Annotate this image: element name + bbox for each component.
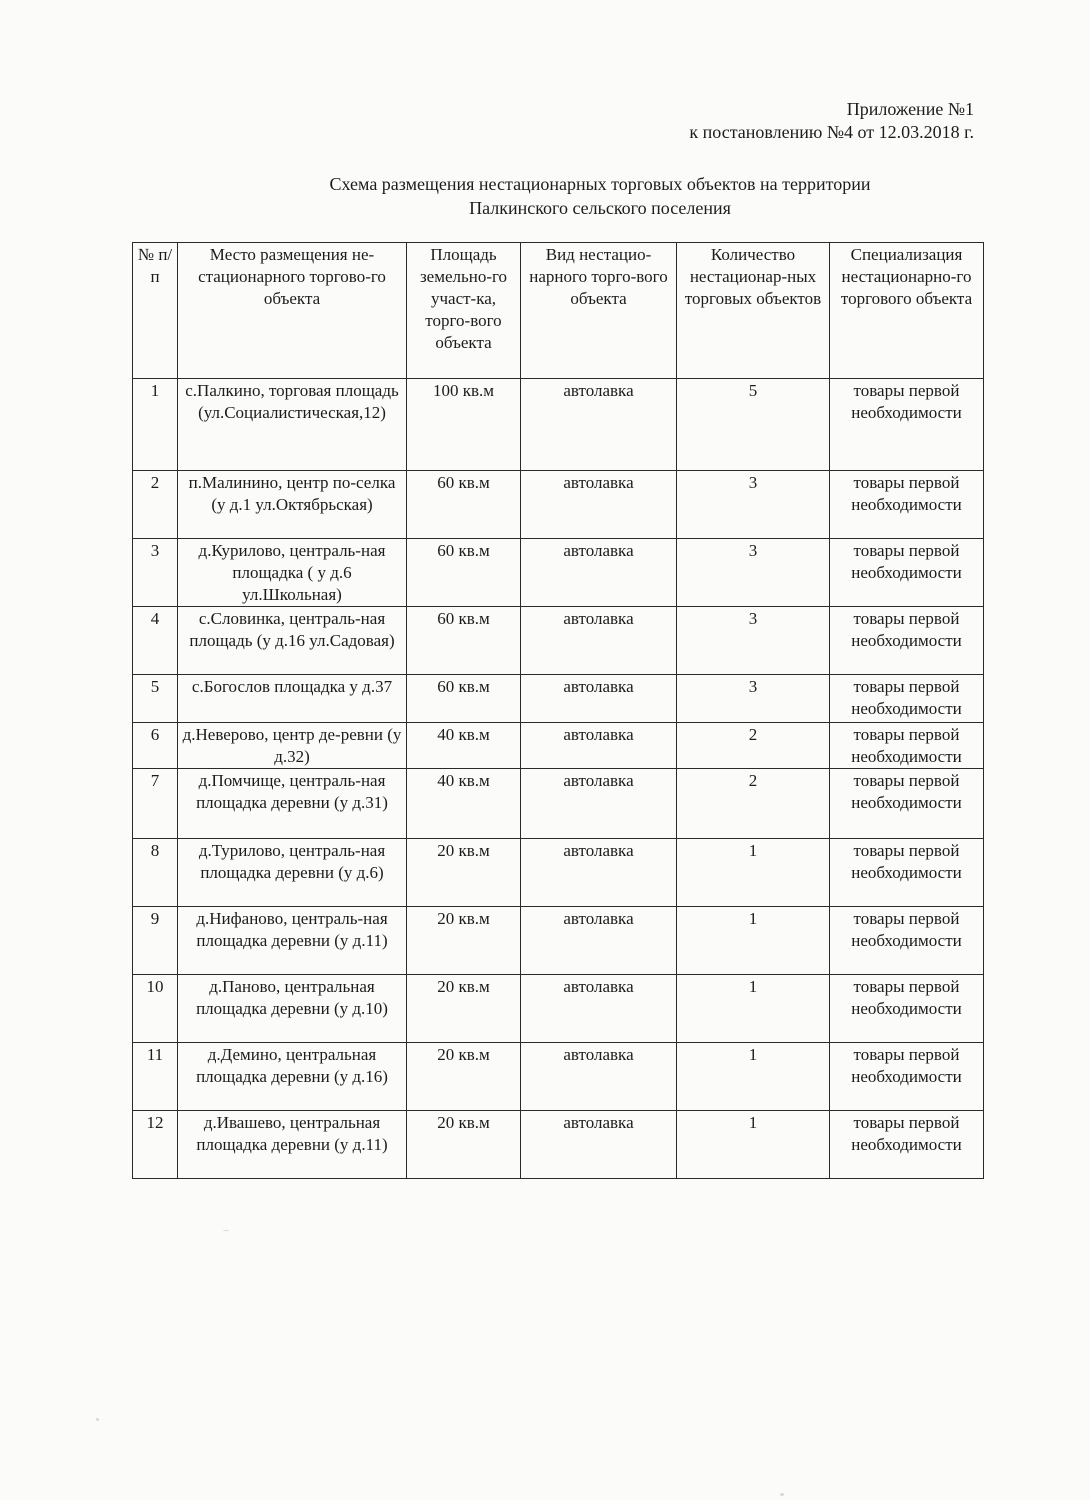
table-row [133, 839, 984, 907]
header-type: Вид нестацио-нарного торго-вого объекта [521, 243, 677, 379]
document-title [250, 172, 950, 220]
cell-area: 20 кв.м [407, 1043, 521, 1111]
cell-place: д.Нифаново, централь-ная площадка деревни (у д.11) [178, 907, 407, 975]
cell-specialization: товары первой необходимости [830, 379, 984, 471]
table-row [133, 471, 984, 539]
placement-table [132, 242, 984, 1179]
cell-specialization: товары первой необходимости [830, 975, 984, 1043]
cell-place: д.Помчище, централь-ная площадка деревни (у д.31) [178, 769, 407, 839]
cell-type: автолавка [521, 723, 677, 769]
cell-number: 8 [133, 839, 178, 907]
header-place: Место размещения не-стационарного торгово-го объекта [178, 243, 407, 379]
cell-specialization: товары первой необходимости [830, 723, 984, 769]
header-area: Площадь земельно-го участ-ка, торго-вого объекта [407, 243, 521, 379]
cell-count: 2 [677, 769, 830, 839]
cell-number: 10 [133, 975, 178, 1043]
scan-speck [780, 1493, 784, 1496]
cell-count: 1 [677, 1043, 830, 1111]
cell-area: 60 кв.м [407, 675, 521, 723]
cell-count: 3 [677, 607, 830, 675]
cell-count: 3 [677, 539, 830, 607]
cell-specialization: товары первой необходимости [830, 839, 984, 907]
cell-area: 20 кв.м [407, 1111, 521, 1179]
table-row [133, 379, 984, 471]
table-row [133, 769, 984, 839]
cell-type: автолавка [521, 907, 677, 975]
cell-number: 4 [133, 607, 178, 675]
cell-specialization: товары первой необходимости [830, 769, 984, 839]
cell-specialization: товары первой необходимости [830, 907, 984, 975]
title-line-1: Схема размещения нестационарных торговых объектов на территории [329, 174, 871, 194]
scan-speck [223, 1230, 229, 1231]
cell-count: 1 [677, 907, 830, 975]
cell-number: 5 [133, 675, 178, 723]
cell-number: 11 [133, 1043, 178, 1111]
cell-type: автолавка [521, 675, 677, 723]
cell-count: 1 [677, 839, 830, 907]
cell-area: 20 кв.м [407, 907, 521, 975]
cell-place: д.Паново, центральная площадка деревни (у д.10) [178, 975, 407, 1043]
cell-area: 60 кв.м [407, 539, 521, 607]
cell-place: д.Неверово, центр де-ревни (у д.32) [178, 723, 407, 769]
cell-place: д.Турилово, централь-ная площадка деревни (у д.6) [178, 839, 407, 907]
table-row [133, 1111, 984, 1179]
cell-type: автолавка [521, 1111, 677, 1179]
cell-number: 1 [133, 379, 178, 471]
cell-type: автолавка [521, 769, 677, 839]
table-body [133, 379, 984, 1179]
table-row [133, 975, 984, 1043]
appendix-block [689, 98, 974, 144]
cell-count: 5 [677, 379, 830, 471]
table-header-row [133, 243, 984, 379]
cell-area: 40 кв.м [407, 769, 521, 839]
table-row [133, 539, 984, 607]
cell-number: 7 [133, 769, 178, 839]
cell-area: 40 кв.м [407, 723, 521, 769]
cell-place: д.Демино, центральная площадка деревни (у д.16) [178, 1043, 407, 1111]
cell-place: п.Малинино, центр по-селка (у д.1 ул.Октябрьская) [178, 471, 407, 539]
header-count: Количество нестационар-ных торговых объектов [677, 243, 830, 379]
cell-number: 9 [133, 907, 178, 975]
cell-number: 6 [133, 723, 178, 769]
appendix-title: Приложение №1 [846, 99, 974, 119]
cell-specialization: товары первой необходимости [830, 471, 984, 539]
cell-place: с.Словинка, централь-ная площадь (у д.16 ул.Садовая) [178, 607, 407, 675]
cell-specialization: товары первой необходимости [830, 607, 984, 675]
cell-count: 1 [677, 1111, 830, 1179]
table-row [133, 723, 984, 769]
cell-number: 2 [133, 471, 178, 539]
cell-place: с.Богослов площадка у д.37 [178, 675, 407, 723]
cell-specialization: товары первой необходимости [830, 1111, 984, 1179]
cell-type: автолавка [521, 471, 677, 539]
cell-type: автолавка [521, 839, 677, 907]
header-specialization: Специализация нестационарно-го торгового объекта [830, 243, 984, 379]
cell-specialization: товары первой необходимости [830, 675, 984, 723]
table-row [133, 675, 984, 723]
cell-count: 3 [677, 675, 830, 723]
cell-type: автолавка [521, 607, 677, 675]
cell-number: 3 [133, 539, 178, 607]
header-number: № п/ п [133, 243, 178, 379]
cell-type: автолавка [521, 539, 677, 607]
cell-specialization: товары первой необходимости [830, 1043, 984, 1111]
cell-place: д.Ивашево, центральная площадка деревни (у д.11) [178, 1111, 407, 1179]
table-row [133, 907, 984, 975]
title-line-2: Палкинского сельского поселения [469, 198, 731, 218]
cell-count: 2 [677, 723, 830, 769]
cell-area: 60 кв.м [407, 607, 521, 675]
cell-count: 1 [677, 975, 830, 1043]
cell-area: 20 кв.м [407, 839, 521, 907]
cell-area: 100 кв.м [407, 379, 521, 471]
cell-place: д.Курилово, централь-ная площадка ( у д.6 ул.Школьная) [178, 539, 407, 607]
cell-count: 3 [677, 471, 830, 539]
table-row [133, 1043, 984, 1111]
cell-type: автолавка [521, 379, 677, 471]
appendix-reference: к постановлению №4 от 12.03.2018 г. [689, 122, 974, 142]
cell-specialization: товары первой необходимости [830, 539, 984, 607]
cell-type: автолавка [521, 1043, 677, 1111]
cell-type: автолавка [521, 975, 677, 1043]
scan-speck [96, 1418, 99, 1421]
cell-number: 12 [133, 1111, 178, 1179]
cell-area: 20 кв.м [407, 975, 521, 1043]
cell-place: с.Палкино, торговая площадь (ул.Социалистическая,12) [178, 379, 407, 471]
cell-area: 60 кв.м [407, 471, 521, 539]
table-row [133, 607, 984, 675]
